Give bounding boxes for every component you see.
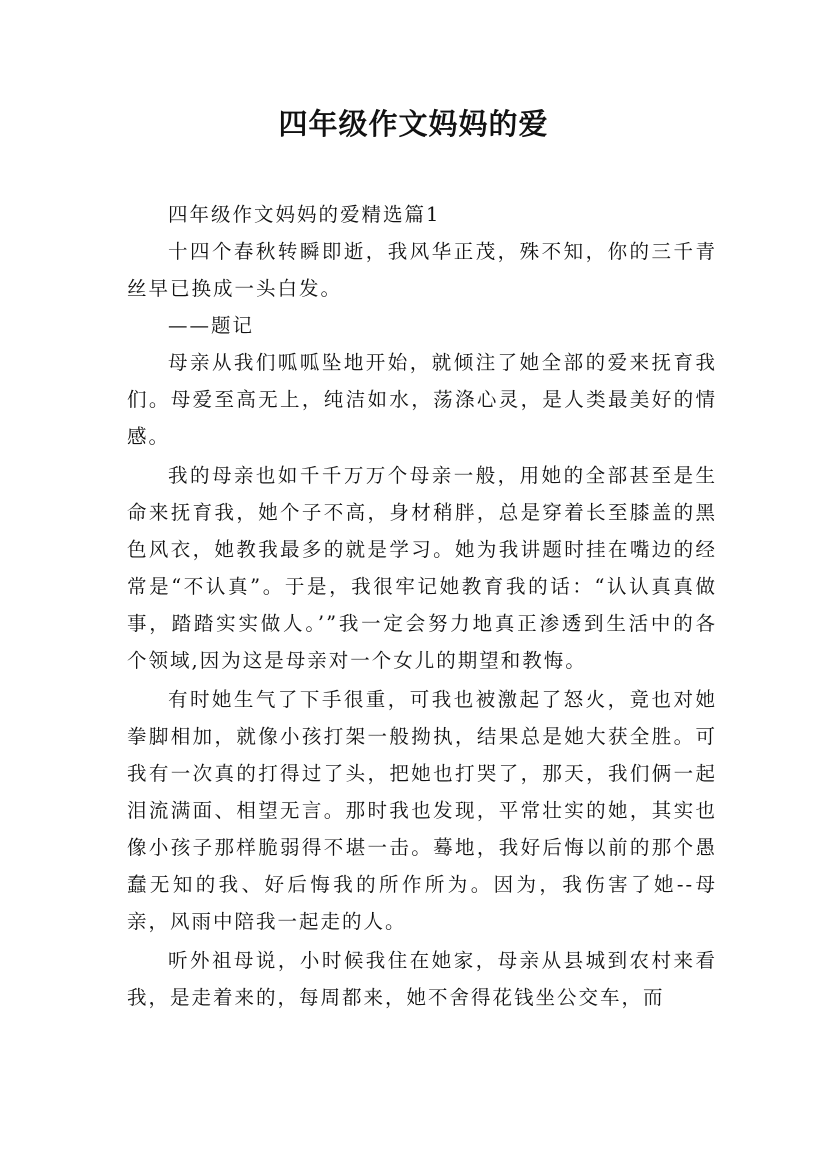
epigraph-attribution: ——题记 (168, 314, 255, 337)
document-body (127, 196, 717, 1016)
body-paragraph: 听外祖母说，小时候我住在她家，母亲从县城到农村来看我，是走着来的，每周都来，她不舍得花钱坐公交车，而 (127, 949, 717, 1009)
document-title: 四年级作文妈妈的爱 (278, 107, 549, 141)
section-heading: 四年级作文妈妈的爱精选篇1 (168, 203, 441, 226)
body-paragraph: 母亲从我们呱呱坠地开始，就倾注了她全部的爱来抚育我们。母爱至高无上，纯洁如水，荡涤心灵，是人类最美好的情感。 (127, 351, 717, 448)
body-paragraph: 我的母亲也如千千万万个母亲一般，用她的全部甚至是生命来抚育我，她个子不高，身材稍胖，总是穿着长至膝盖的黑色风衣，她教我最多的就是学习。她为我讲题时挂在嘴边的经常是“不认真”。于是，我很牢记她教育我的话：“认认真真做事，踏踏实实做人。’”我一定会努力地真正渗透到生活中的各个领域,因为这是母亲对一个女儿的期望和教悔。 (127, 464, 717, 672)
body-paragraph: 有时她生气了下手很重，可我也被激起了怒火，竟也对她拳脚相加，就像小孩打架一般拗执，结果总是她大获全胜。可我有一次真的打得过了头，把她也打哭了，那天，我们俩一起泪流满面、相望无言。那时我也发现，平常壮实的她，其实也像小孩子那样脆弱得不堪一击。蓦地，我好后悔以前的那个愚蠢无知的我、好后悔我的所作所为。因为，我伤害了她--母亲，风雨中陪我一起走的人。 (127, 688, 717, 933)
epigraph-paragraph: 十四个春秋转瞬即逝，我风华正茂，殊不知，你的三千青丝早已换成一头白发。 (127, 240, 717, 300)
